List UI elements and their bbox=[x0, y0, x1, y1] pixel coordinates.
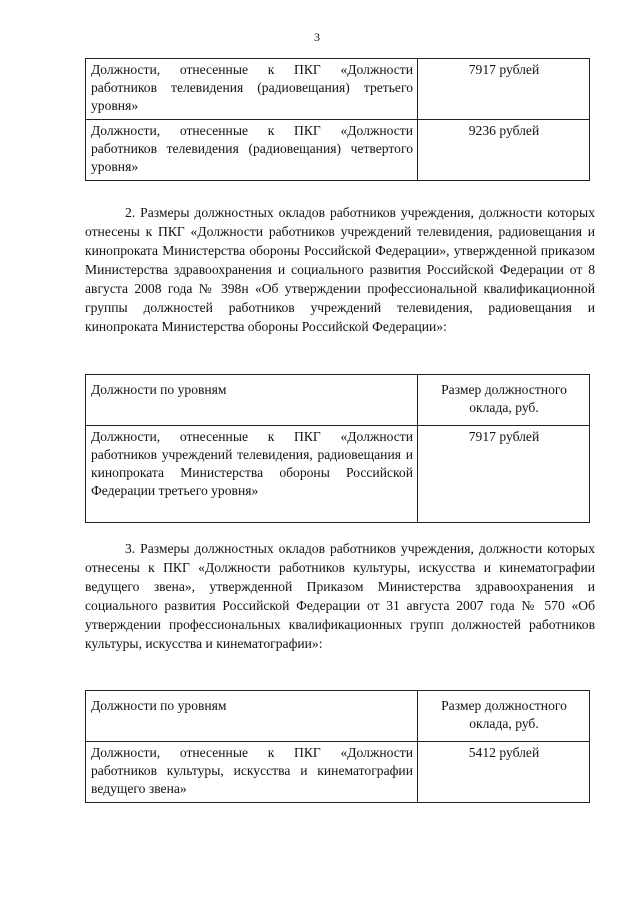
salary-cell: 7917 рублей bbox=[418, 59, 590, 120]
table-row bbox=[86, 742, 590, 803]
position-cell: Должности, отнесенные к ПКГ «Должности работников телевидения (радиовещания) четвертого уровня» bbox=[86, 120, 418, 181]
salary-cell: 7917 рублей bbox=[418, 426, 590, 523]
paragraph-3: 3. Размеры должностных окладов работников учреждения, должности которых отнесены к ПКГ «Должности работников культуры, искусства и кинематографии ведущего звена», утвержденной Приказом Министерства здравоохранения и социального развития Российской Федерации от 31 августа 2007 года № 570 «Об утверждении профессиональных квалификационных групп должностей работников культуры, искусства и кинематографии»: bbox=[85, 541, 595, 651]
table-header-row bbox=[86, 375, 590, 426]
table-header-row bbox=[86, 691, 590, 742]
page-number: 3 bbox=[314, 30, 320, 44]
salary-cell: 5412 рублей bbox=[418, 742, 590, 803]
salary-cell: 9236 рублей bbox=[418, 120, 590, 181]
salary-table-culture bbox=[85, 690, 590, 803]
header-salary: Размер должностного оклада, руб. bbox=[418, 691, 590, 742]
table-row bbox=[86, 59, 590, 120]
position-cell: Должности, отнесенные к ПКГ «Должности работников телевидения (радиовещания) третьего уровня» bbox=[86, 59, 418, 120]
paragraph-2: 2. Размеры должностных окладов работников учреждения, должности которых отнесены к ПКГ «Должности работников учреждений телевидения, радиовещания и кинопроката Министерства обороны Российской Федерации», утвержденной приказом Министерства здравоохранения и социального развития Российской Федерации от 8 августа 2008 года № 398н «Об утверждении профессиональной квалификационной группы должностей работников учреждений телевидения, радиовещания и кинопроката Министерства обороны Российской Федерации»: bbox=[85, 205, 595, 334]
header-salary: Размер должностного оклада, руб. bbox=[418, 375, 590, 426]
position-cell: Должности, отнесенные к ПКГ «Должности работников культуры, искусства и кинематографии ведущего звена» bbox=[86, 742, 418, 803]
salary-table-mod bbox=[85, 374, 590, 523]
salary-table-tv-radio bbox=[85, 58, 590, 181]
header-position: Должности по уровням bbox=[86, 375, 418, 426]
position-cell: Должности, отнесенные к ПКГ «Должности работников учреждений телевидения, радиовещания и кинопроката Министерства обороны Российской Федерации третьего уровня» bbox=[86, 426, 418, 523]
table-row bbox=[86, 426, 590, 523]
table-row bbox=[86, 120, 590, 181]
header-position: Должности по уровням bbox=[86, 691, 418, 742]
